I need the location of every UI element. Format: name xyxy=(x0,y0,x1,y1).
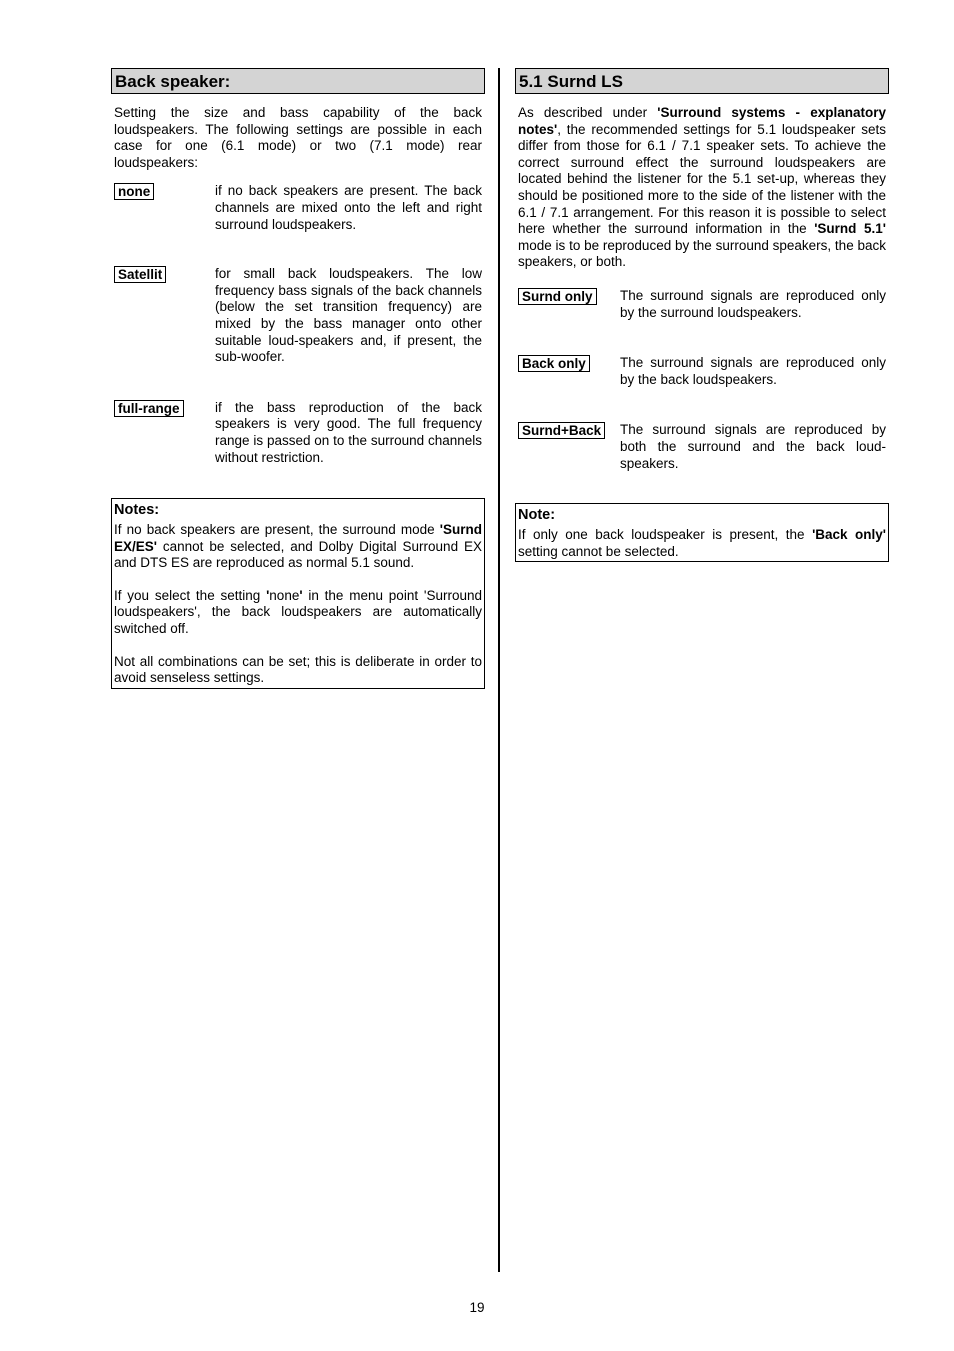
left-column xyxy=(111,68,485,689)
page-number: 19 xyxy=(469,1300,485,1315)
option-surnd-back xyxy=(515,422,889,472)
notes-paragraph-3: Not all combinations can be set; this is deliberate in order to avoid senseless settings. xyxy=(114,653,482,686)
back-speaker-intro: Setting the size and bass capability of the back loudspeakers. The following settings are possible in each case for one (6.1 mode) or two (7.1 mode) rear loudspeakers: xyxy=(114,105,482,170)
option-back-only xyxy=(515,355,889,388)
notes-paragraph-2: If you select the setting 'none' in the menu point 'Surround loudspeakers', the back loudspeakers are automatically switched off. xyxy=(114,587,482,637)
option-label-satellit: Satellit xyxy=(114,266,166,283)
notes-paragraph-1: If no back speakers are present, the surround mode 'Surnd EX/ES' cannot be selected, and Dolby Digital Surround EX and DTS ES are reproduced as normal 5.1 sound. xyxy=(114,522,482,571)
option-text-full-range: if the bass reproduction of the back speakers is very good. The full frequency range is passed on to the surround channels without restriction. xyxy=(215,399,482,465)
notes-heading: Notes: xyxy=(114,502,160,519)
option-label-back-only: Back only xyxy=(518,355,590,372)
option-surnd-only xyxy=(515,288,889,321)
notes-box xyxy=(111,498,485,689)
note-heading: Note: xyxy=(518,507,556,524)
option-text-surnd-only: The surround signals are reproduced only by the surround loudspeakers. xyxy=(620,287,886,320)
option-label-surnd-only: Surnd only xyxy=(518,288,597,305)
option-label-full-range: full-range xyxy=(114,400,184,417)
option-full-range xyxy=(111,400,485,466)
option-text-satellit: for small back loudspeakers. The low frequency bass signals of the back channels (below the set transition frequency) are mixed by the bass manager onto other suitable loud-speakers and, if present, the sub-woofer. xyxy=(215,266,482,365)
surnd-ls-intro: As described under 'Surround systems - explanatory notes', the recommended settings for 5.1 loudspeaker sets differ from those for 6.1 / 7.1 speaker sets. To achieve the correct surround effect the surround loudspeakers are located behind the listener for the 5.1 set-up, whereas they should be positioned more to the side of the listener with the 6.1 / 7.1 arrangement. For this reason it is possible to select here whether the surround information in the 'Surnd 5.1' mode is to be reproduced by the surround speakers, the back speakers, or both. xyxy=(518,105,886,270)
option-label-surnd-back: Surnd+Back xyxy=(518,422,605,439)
option-text-surnd-back: The surround signals are reproduced by both the surround and the back loud-speakers. xyxy=(620,422,886,471)
column-divider xyxy=(498,68,500,1272)
note-text: If only one back loudspeaker is present, the 'Back only' setting cannot be selected. xyxy=(518,527,886,559)
option-label-none: none xyxy=(114,183,154,200)
option-text-back-only: The surround signals are reproduced only by the back loudspeakers. xyxy=(620,355,886,387)
surnd-ls-heading: 5.1 Surnd LS xyxy=(515,68,889,94)
right-column xyxy=(515,68,889,562)
back-speaker-heading: Back speaker: xyxy=(111,68,485,94)
option-text-none: if no back speakers are present. The back channels are mixed onto the left and right surround loudspeakers. xyxy=(215,183,482,232)
note-box xyxy=(515,503,889,562)
option-satellit xyxy=(111,266,485,366)
option-none xyxy=(111,183,485,233)
